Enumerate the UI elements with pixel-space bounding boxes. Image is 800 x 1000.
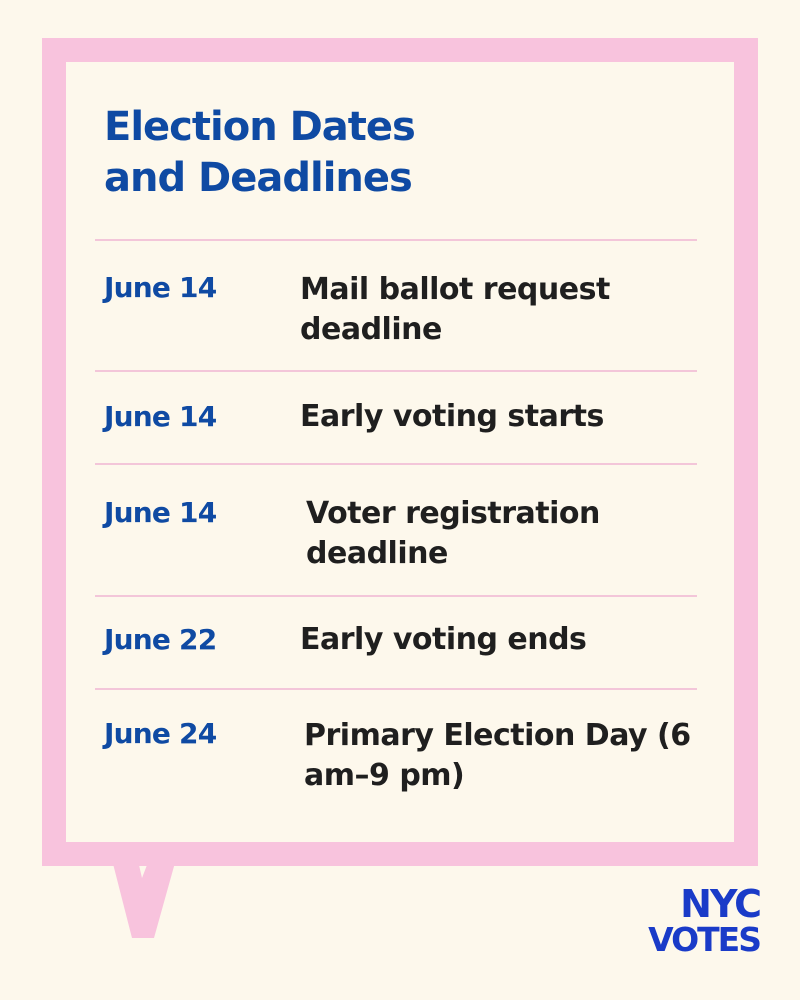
logo-line-votes: VOTES bbox=[648, 920, 760, 959]
event-date: June 14 bbox=[104, 400, 217, 433]
event-description: Mail ballot request deadline bbox=[300, 272, 610, 347]
event-date: June 22 bbox=[104, 623, 217, 656]
page-title: Election Dates and Deadlines bbox=[104, 104, 415, 201]
divider bbox=[95, 595, 697, 597]
event-description: Voter registration deadline bbox=[306, 496, 600, 571]
event-description: Early voting starts bbox=[300, 399, 604, 434]
event-date: June 14 bbox=[104, 496, 217, 529]
event-date: June 24 bbox=[104, 717, 217, 750]
divider bbox=[95, 370, 697, 372]
logo-line-nyc: NYC bbox=[680, 882, 760, 926]
divider bbox=[95, 688, 697, 690]
speech-bubble-tail-shape bbox=[110, 852, 178, 938]
divider bbox=[95, 239, 697, 241]
nyc-votes-logo bbox=[600, 882, 760, 966]
event-description: Primary Election Day (6 am–9 pm) bbox=[304, 718, 691, 793]
divider bbox=[95, 463, 697, 465]
speech-bubble-tail-icon bbox=[102, 852, 182, 940]
event-date: June 14 bbox=[104, 271, 217, 304]
event-description: Early voting ends bbox=[300, 622, 587, 657]
